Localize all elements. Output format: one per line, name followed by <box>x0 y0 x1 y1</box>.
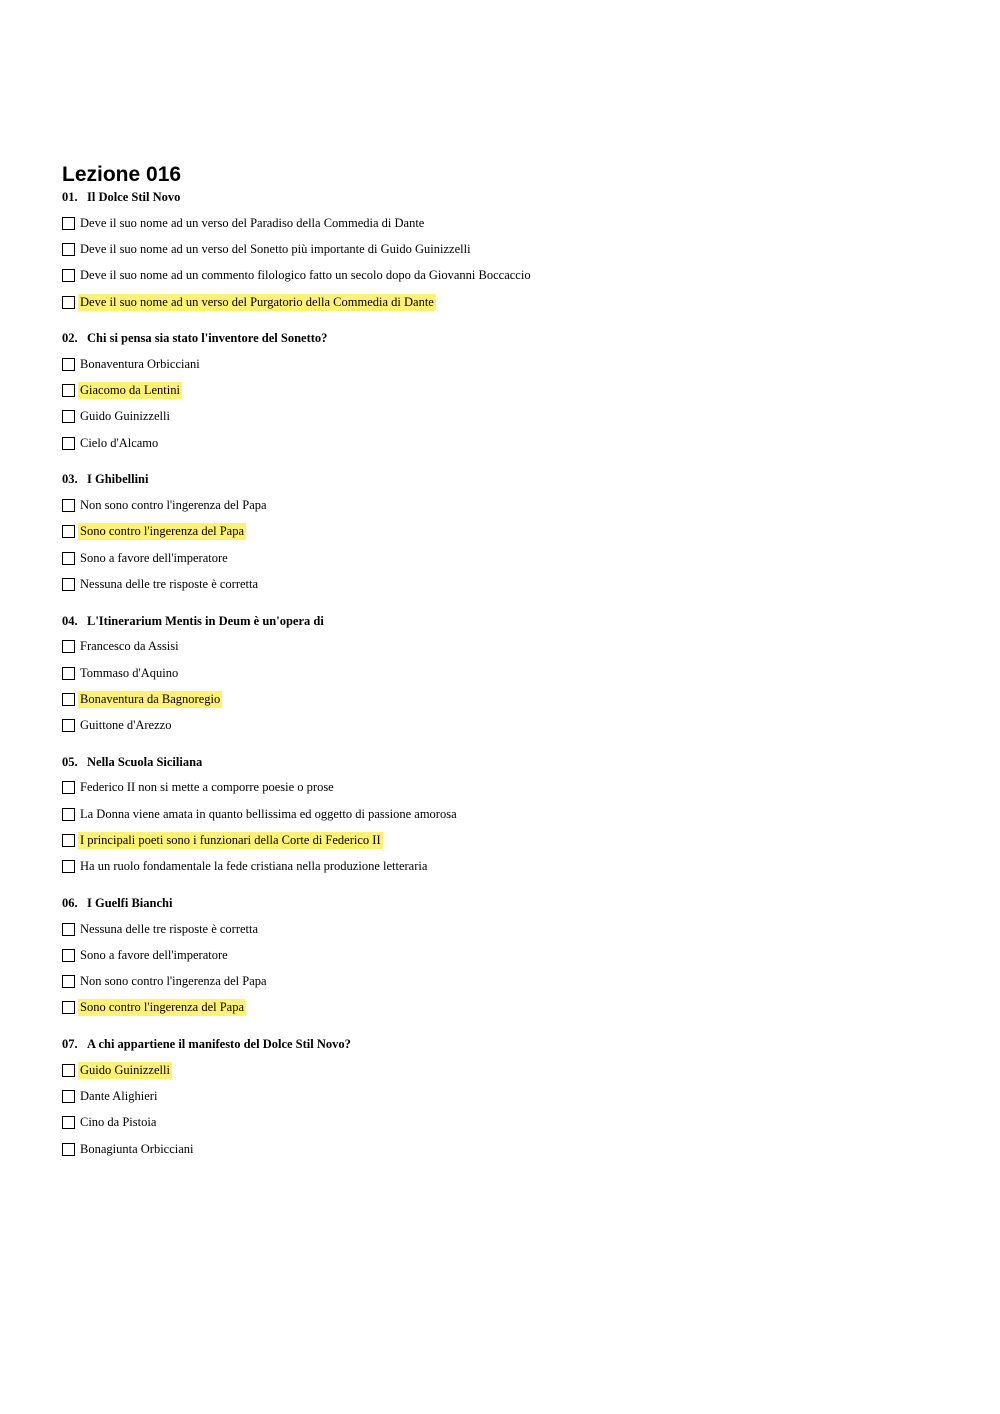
answer-option[interactable] <box>62 775 962 801</box>
answer-option[interactable] <box>62 634 962 660</box>
question-heading <box>62 330 962 346</box>
answer-checkbox[interactable] <box>62 975 75 988</box>
answer-checkbox[interactable] <box>62 217 75 230</box>
answer-text: Sono a favore dell'imperatore <box>80 947 228 962</box>
question-heading <box>62 613 962 629</box>
answer-option-correct[interactable] <box>62 1057 962 1083</box>
answer-text: Non sono contro l'ingerenza del Papa <box>80 498 267 513</box>
answer-option[interactable] <box>62 492 962 518</box>
answer-text: La Donna viene amata in quanto bellissima ed oggetto di passione amorosa <box>80 806 457 821</box>
answer-text: Nessuna delle tre risposte è corretta <box>80 921 259 936</box>
answer-option[interactable] <box>62 712 962 738</box>
answer-checkbox[interactable] <box>62 1090 75 1103</box>
question-block <box>62 471 962 597</box>
answer-checkbox[interactable] <box>62 808 75 821</box>
answer-text: Guido Guinizzelli <box>80 409 170 424</box>
answer-text: Guittone d'Arezzo <box>80 718 172 733</box>
answer-option[interactable] <box>62 854 962 880</box>
question-heading <box>62 189 962 205</box>
page-title: Lezione 016 <box>62 163 182 186</box>
question-block <box>62 1036 962 1162</box>
answer-checkbox[interactable] <box>62 578 75 591</box>
answer-text: Federico II non si mette a comporre poesie o prose <box>80 780 334 795</box>
answer-option[interactable] <box>62 969 962 995</box>
answer-text: Bonaventura da Bagnoregio <box>80 691 221 706</box>
answer-checkbox[interactable] <box>62 640 75 653</box>
answer-text: Deve il suo nome ad un commento filologico fatto un secolo dopo da Giovanni Boccaccio <box>80 268 531 283</box>
question-heading <box>62 1036 962 1052</box>
answer-checkbox[interactable] <box>62 1116 75 1129</box>
question-block <box>62 895 962 1021</box>
answer-option[interactable] <box>62 545 962 571</box>
answer-text: I principali poeti sono i funzionari della Corte di Federico II <box>80 832 381 847</box>
answer-checkbox[interactable] <box>62 719 75 732</box>
answer-checkbox[interactable] <box>62 781 75 794</box>
answer-text: Non sono contro l'ingerenza del Papa <box>80 974 267 989</box>
answer-option[interactable] <box>62 660 962 686</box>
answer-checkbox[interactable] <box>62 358 75 371</box>
question-heading <box>62 895 962 911</box>
answer-checkbox[interactable] <box>62 1001 75 1014</box>
answer-text: Bonaventura Orbicciani <box>80 356 200 371</box>
answer-text: Tommaso d'Aquino <box>80 665 179 680</box>
answer-option-correct[interactable] <box>62 377 962 403</box>
answer-checkbox[interactable] <box>62 437 75 450</box>
question-number: 07. <box>62 1037 78 1052</box>
answer-text: Guido Guinizzelli <box>80 1062 170 1077</box>
answer-option[interactable] <box>62 916 962 942</box>
question-text: I Guelfi Bianchi <box>87 895 173 910</box>
question-block <box>62 754 962 880</box>
answer-checkbox[interactable] <box>62 693 75 706</box>
question-heading <box>62 471 962 487</box>
answer-checkbox[interactable] <box>62 834 75 847</box>
question-number: 04. <box>62 613 78 628</box>
answer-text: Deve il suo nome ad un verso del Paradiso della Commedia di Dante <box>80 215 425 230</box>
answer-option[interactable] <box>62 430 962 456</box>
answer-option[interactable] <box>62 1110 962 1136</box>
answer-checkbox[interactable] <box>62 1143 75 1156</box>
answer-text: Cino da Pistoia <box>80 1115 157 1130</box>
answer-text: Francesco da Assisi <box>80 639 179 654</box>
question-number: 05. <box>62 754 78 769</box>
answer-option[interactable] <box>62 351 962 377</box>
answer-option[interactable] <box>62 942 962 968</box>
answer-checkbox[interactable] <box>62 243 75 256</box>
question-number: 03. <box>62 472 78 487</box>
answer-option-correct[interactable] <box>62 995 962 1021</box>
answer-text: Ha un ruolo fondamentale la fede cristiana nella produzione letteraria <box>80 859 428 874</box>
answer-checkbox[interactable] <box>62 923 75 936</box>
answer-checkbox[interactable] <box>62 860 75 873</box>
answer-checkbox[interactable] <box>62 667 75 680</box>
answer-option[interactable] <box>62 1136 962 1162</box>
question-block <box>62 613 962 739</box>
question-list <box>62 189 962 1162</box>
answer-checkbox[interactable] <box>62 949 75 962</box>
answer-text: Bonagiunta Orbicciani <box>80 1141 194 1156</box>
answer-option[interactable] <box>62 1083 962 1109</box>
answer-option[interactable] <box>62 571 962 597</box>
answer-text: Giacomo da Lentini <box>80 383 180 398</box>
question-text: A chi appartiene il manifesto del Dolce Stil Novo? <box>87 1037 351 1052</box>
answer-checkbox[interactable] <box>62 525 75 538</box>
answer-option-correct[interactable] <box>62 289 962 315</box>
question-text: Il Dolce Stil Novo <box>87 190 181 204</box>
question-number: 01. <box>62 190 78 204</box>
answer-checkbox[interactable] <box>62 384 75 397</box>
answer-option[interactable] <box>62 404 962 430</box>
answer-option[interactable] <box>62 210 962 236</box>
question-number: 06. <box>62 895 78 910</box>
quiz-page <box>62 162 962 1162</box>
answer-text: Nessuna delle tre risposte è corretta <box>80 576 259 591</box>
answer-text: Cielo d'Alcamo <box>80 435 159 450</box>
answer-checkbox[interactable] <box>62 552 75 565</box>
question-number: 02. <box>62 331 78 346</box>
answer-checkbox[interactable] <box>62 269 75 282</box>
answer-text: Dante Alighieri <box>80 1089 158 1104</box>
question-text: L'Itinerarium Mentis in Deum è un'opera di <box>87 613 324 628</box>
question-text: I Ghibellini <box>87 472 149 487</box>
answer-option[interactable] <box>62 801 962 827</box>
answer-option-correct[interactable] <box>62 686 962 712</box>
answer-text: Sono contro l'ingerenza del Papa <box>80 1000 245 1015</box>
answer-text: Sono contro l'ingerenza del Papa <box>80 524 245 539</box>
question-block <box>62 189 962 315</box>
answer-text: Deve il suo nome ad un verso del Purgatorio della Commedia di Dante <box>80 294 434 309</box>
question-text: Chi si pensa sia stato l'inventore del Sonetto? <box>87 331 328 346</box>
answer-option[interactable] <box>62 236 962 262</box>
answer-option[interactable] <box>62 263 962 289</box>
question-heading <box>62 754 962 770</box>
answer-checkbox[interactable] <box>62 296 75 309</box>
question-text: Nella Scuola Siciliana <box>87 754 203 769</box>
question-block <box>62 330 962 456</box>
answer-checkbox[interactable] <box>62 499 75 512</box>
answer-option-correct[interactable] <box>62 827 962 853</box>
answer-option-correct[interactable] <box>62 519 962 545</box>
answer-checkbox[interactable] <box>62 1064 75 1077</box>
answer-text: Deve il suo nome ad un verso del Sonetto più importante di Guido Guinizzelli <box>80 241 471 256</box>
answer-text: Sono a favore dell'imperatore <box>80 550 228 565</box>
answer-checkbox[interactable] <box>62 410 75 423</box>
